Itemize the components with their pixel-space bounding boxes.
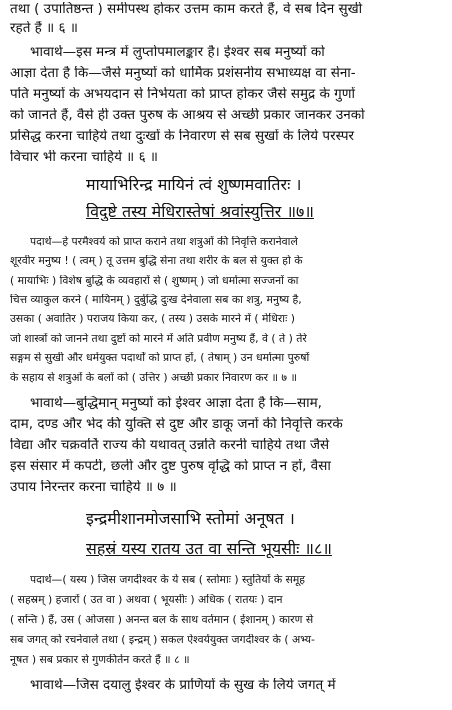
text-line: रहते हैं ॥ ६ ॥ bbox=[10, 21, 78, 36]
verse-line: इन्द्रमीशानमोजसाभि स्तोमां अनूषत । bbox=[86, 510, 295, 528]
bhavarth-line: भावार्थ—इस मन्त्र में लुप्तोपमालङ्कार है। ईश्वर सब मनुष्यों को bbox=[30, 45, 325, 60]
verse-line: सहस्रं यस्य रातय उत वा सन्ति भूयसीः ॥८॥ bbox=[86, 540, 332, 558]
verse-line: विदुष्टे तस्य मेधिरास्तेषां श्रवांस्युत्तिर ॥७॥ bbox=[86, 203, 314, 221]
bhavarth-line: प्रसिद्ध करना चाहिये तथा दुःखों के निवारण से सब सुखों के लिये परस्पर bbox=[10, 129, 355, 144]
padarth-line: ( सहस्रम् ) हजारों ( उत वा ) अथवा ( भूयसीः ) अधिक ( रातयः ) दान bbox=[10, 594, 283, 606]
padarth-line: पदार्थ—हे परमैश्वर्य को प्राप्त कराने तथा शत्रुओं की निवृत्ति करानेवाले bbox=[30, 236, 298, 248]
padarth-line: शूरवीर मनुष्य ! ( त्वम् ) तू उत्तम बुद्धि सेना तथा शरीर के बल से युक्त हो के bbox=[10, 255, 303, 267]
bhavarth-line: दाम, दण्ड और भेद की युक्ति से दुष्ट और डाकू जनों की निवृत्ति करके bbox=[10, 417, 343, 432]
padarth-line: चित्त व्याकुल करने ( मायिनम् ) दुर्बुद्धि दुःख देनेवाला सब का शत्रु, मनुष्य है, bbox=[10, 294, 302, 306]
bhavarth-line: उपाय निरन्तर करना चाहिये ॥ ७ ॥ bbox=[10, 480, 177, 495]
bhavarth-line: विचार भी करना चाहिये ॥ ६ ॥ bbox=[10, 150, 158, 165]
bhavarth-line: आज्ञा देता है कि—जैसे मनुष्यों को धार्मिक प्रशंसनीय सभाध्यक्ष वा सेना- bbox=[10, 66, 356, 81]
padarth-line: जो शास्त्रों को जानने तथा दुष्टों को मारने में अति प्रवीण मनुष्य हैं, वे ( ते ) तेरे bbox=[10, 333, 307, 345]
verse-line: मायाभिरिन्द्र मायिनं त्वं शुष्णमवातिरः । bbox=[86, 176, 302, 194]
padarth-line: नूषत ) सब प्रकार से गुणकीर्तन करते हैं ॥ ८ ॥ bbox=[10, 654, 190, 666]
bhavarth-line: भावार्थ—बुद्धिमान् मनुष्यों को ईश्वर आज्ञा देता है कि—साम, bbox=[30, 396, 322, 411]
padarth-line: सब जगत् को रचनेवाले तथा ( इन्द्रम् ) सकल ऐश्वर्ययुक्त जगदीश्वर के ( अभ्य- bbox=[10, 634, 315, 646]
padarth-line: पदार्थ—( यस्य ) जिस जगदीश्वर के ये सब ( स्तोमाः ) स्तुतियों के समूह bbox=[30, 574, 306, 586]
padarth-line: सङ्गम से सुखी और धर्मयुक्त पदार्थों को प्राप्त हों, ( तेषाम् ) उन धर्मात्मा पुरुषों bbox=[10, 352, 310, 364]
bhavarth-line: भावार्थ—जिस दयालु ईश्वर के प्राणियों के सुख के लिये जगत् में bbox=[30, 678, 336, 693]
padarth-line: उसका ( अवातिर ) पराजय किया कर, ( तस्य ) उसके मारने में ( मेधिराः ) bbox=[10, 313, 295, 325]
padarth-line: ( मायाभिः ) विशेष बुद्धि के व्यवहारों से ( शुष्णम् ) जो धर्मात्मा सज्जनों का bbox=[10, 275, 299, 287]
text-line: तथा ( उपातिष्ठन्त ) समीपस्थ होकर उत्तम काम करते हैं, वे सब दिन सुखी bbox=[10, 2, 363, 17]
bhavarth-line: पति मनुष्यों के अभयदान से निर्भयता को प्राप्त होकर जैसे समुद्र के गुणों bbox=[10, 87, 356, 102]
padarth-line: ( सन्ति ) हैं, उस ( ओजसा ) अनन्त बल के साथ वर्तमान ( ईशानम् ) कारण से bbox=[10, 614, 314, 626]
bhavarth-line: इस संसार में कपटी, छली और दुष्ट पुरुष वृद्धि को प्राप्त न हों, वैसा bbox=[10, 459, 331, 474]
bhavarth-line: विद्या और चक्रवर्ति राज्य की यथावत् उन्नति करनी चाहिये तथा जैसे bbox=[10, 438, 330, 453]
padarth-line: के सहाय से शत्रुओं के बलों को ( उत्तिर ) अच्छी प्रकार निवारण कर ॥ ७ ॥ bbox=[10, 372, 297, 384]
bhavarth-line: को जानते हैं, वैसे ही उक्त पुरुष के आश्रय से अच्छी प्रकार जानकर उनको bbox=[10, 108, 365, 123]
